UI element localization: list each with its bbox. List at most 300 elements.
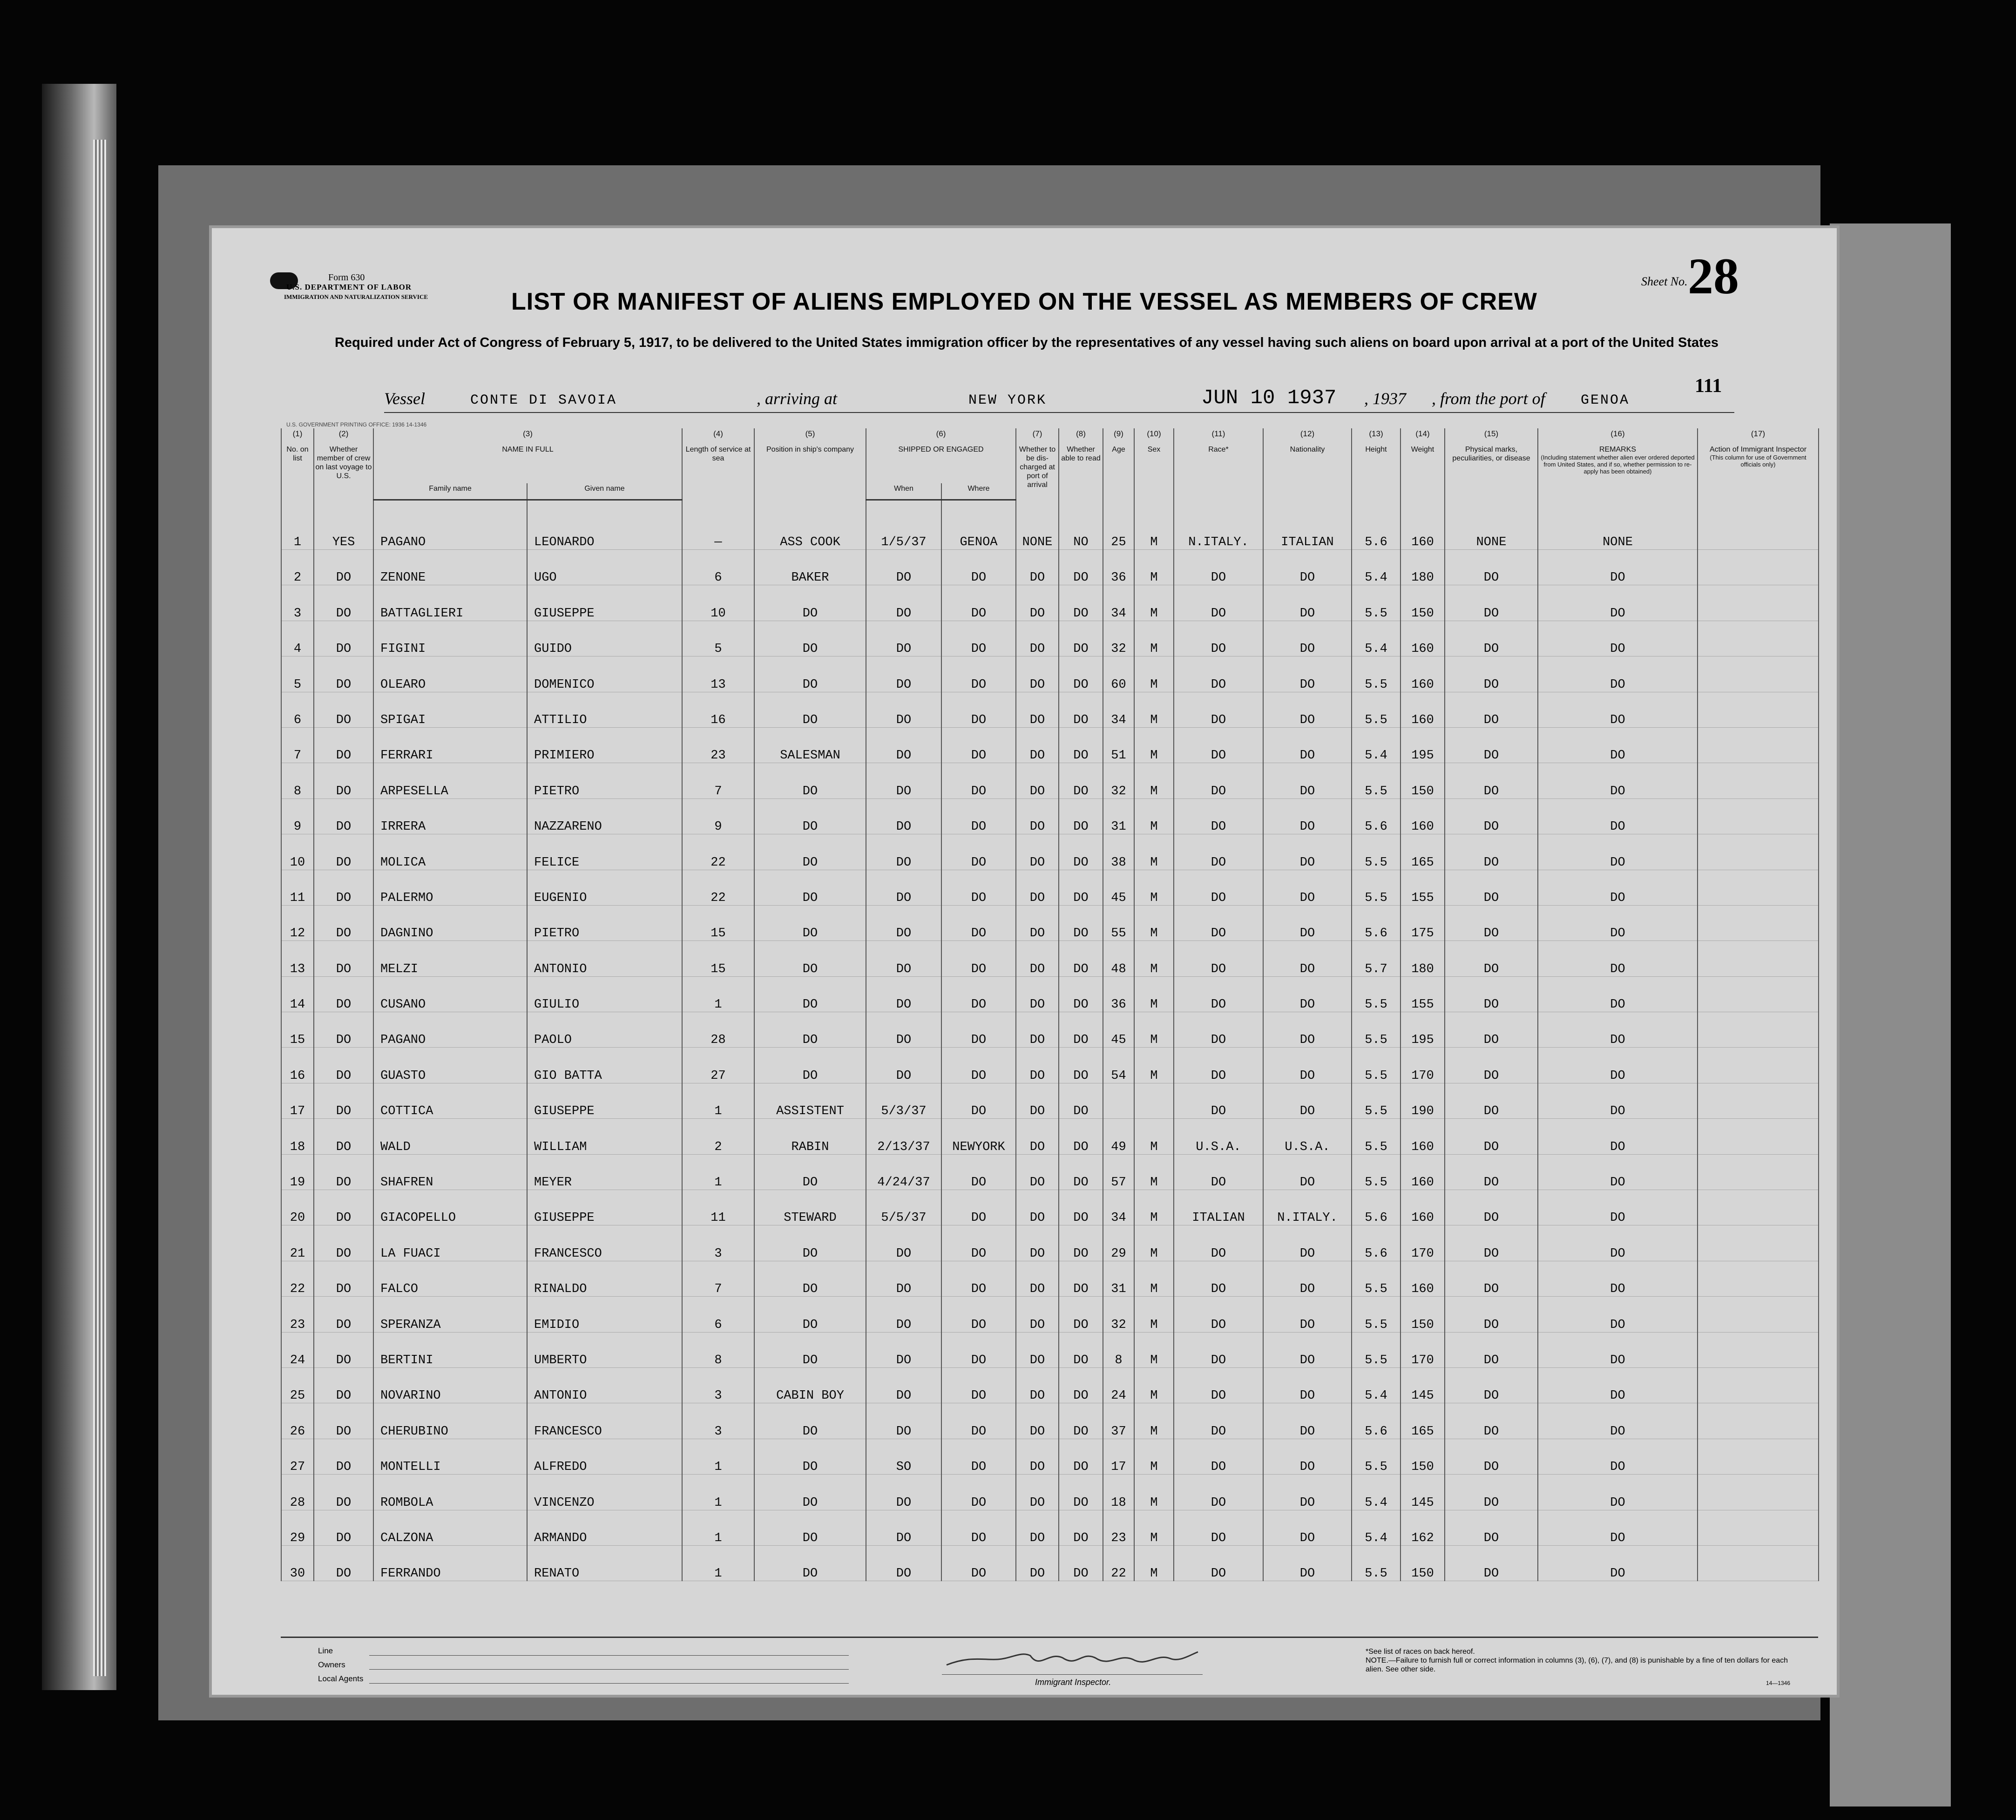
family-name-cell: FERRANDO <box>373 1545 527 1581</box>
member-last-voyage-cell: DO <box>314 1332 373 1367</box>
discharged-cell: DO <box>1016 1332 1059 1367</box>
table-row <box>281 1297 1819 1332</box>
remarks-cell: DO <box>1538 727 1698 763</box>
inspector-action-cell <box>1698 585 1819 621</box>
owners-rule <box>369 1669 849 1670</box>
where-shipped-cell: DO <box>941 585 1016 621</box>
position-header: Position in ship's company <box>754 444 866 500</box>
physical-marks-cell: DO <box>1445 905 1538 940</box>
nationality-cell: DO <box>1263 727 1352 763</box>
position-cell: DO <box>754 1048 866 1083</box>
no-cell: 23 <box>281 1297 314 1332</box>
discharged-cell: DO <box>1016 1012 1059 1048</box>
given-name-cell: GIUSEPPE <box>527 1190 682 1225</box>
table-row <box>281 1225 1819 1261</box>
given-name-cell: MEYER <box>527 1154 682 1190</box>
family-name-cell: BATTAGLIERI <box>373 585 527 621</box>
able-to-read-cell: DO <box>1059 1403 1103 1439</box>
sex-cell: M <box>1134 1403 1174 1439</box>
when-shipped-cell: DO <box>866 941 941 976</box>
no-cell: 28 <box>281 1475 314 1510</box>
able-to-read-cell: DO <box>1059 941 1103 976</box>
weight-cell: 190 <box>1400 1083 1445 1118</box>
remarks-cell: DO <box>1538 585 1698 621</box>
where-shipped-cell: DO <box>941 656 1016 692</box>
given-name-cell: GIUSEPPE <box>527 585 682 621</box>
vessel-name: CONTE DI SAVOIA <box>470 392 617 408</box>
table-row <box>281 1403 1819 1439</box>
sheet-label: Sheet No. <box>1641 275 1688 288</box>
nationality-cell: DO <box>1263 585 1352 621</box>
remarks-cell: DO <box>1538 1225 1698 1261</box>
height-cell: 5.5 <box>1352 1297 1400 1332</box>
family-name-cell: CUSANO <box>373 976 527 1012</box>
race-cell: DO <box>1174 798 1263 834</box>
when-shipped-cell: 2/13/37 <box>866 1119 941 1154</box>
length-service-cell: — <box>682 500 754 550</box>
when-shipped-cell: DO <box>866 1475 941 1510</box>
page-reference-number: 111 <box>1695 375 1722 397</box>
able-to-read-cell: DO <box>1059 585 1103 621</box>
weight-cell: 150 <box>1400 763 1445 798</box>
age-cell: 24 <box>1103 1367 1134 1403</box>
sex-cell: M <box>1134 692 1174 727</box>
discharged-cell: DO <box>1016 1439 1059 1474</box>
position-cell: RABIN <box>754 1119 866 1154</box>
inspector-action-cell <box>1698 1154 1819 1190</box>
height-cell: 5.4 <box>1352 1510 1400 1545</box>
member-last-voyage-cell: DO <box>314 1439 373 1474</box>
no-cell: 6 <box>281 692 314 727</box>
age-cell: 31 <box>1103 1261 1134 1296</box>
discharged-cell: DO <box>1016 905 1059 940</box>
race-cell: DO <box>1174 1367 1263 1403</box>
height-cell: 5.5 <box>1352 834 1400 870</box>
inspector-action-cell <box>1698 1332 1819 1367</box>
given-name-cell: ANTONIO <box>527 941 682 976</box>
height-cell: 5.5 <box>1352 1545 1400 1581</box>
height-cell: 5.4 <box>1352 1475 1400 1510</box>
length-service-cell: 5 <box>682 621 754 656</box>
position-cell: DO <box>754 1225 866 1261</box>
inspector-action-cell <box>1698 905 1819 940</box>
length-service-cell: 3 <box>682 1367 754 1403</box>
family-name-cell: DAGNINO <box>373 905 527 940</box>
physical-marks-cell: DO <box>1445 1012 1538 1048</box>
age-cell <box>1103 1083 1134 1118</box>
remarks-note: (Including statement whether alien ever ordered deported from United States, and if so, whether permission to re-apply has been obtained) <box>1541 454 1695 475</box>
when-shipped-cell: DO <box>866 585 941 621</box>
sex-header: Sex <box>1134 444 1174 500</box>
form-code: 14—1346 <box>1766 1680 1790 1686</box>
when-shipped-cell: SO <box>866 1439 941 1474</box>
inspector-action-cell <box>1698 1545 1819 1581</box>
when-shipped-cell: DO <box>866 976 941 1012</box>
given-name-cell: EUGENIO <box>527 870 682 905</box>
height-cell: 5.5 <box>1352 763 1400 798</box>
nationality-cell: DO <box>1263 692 1352 727</box>
remarks-header <box>1538 444 1698 500</box>
when-shipped-cell: DO <box>866 798 941 834</box>
position-cell: ASS COOK <box>754 500 866 550</box>
weight-cell: 170 <box>1400 1225 1445 1261</box>
physical-marks-cell: DO <box>1445 1083 1538 1118</box>
when-shipped-cell: DO <box>866 692 941 727</box>
remarks-cell: DO <box>1538 976 1698 1012</box>
weight-cell: 160 <box>1400 656 1445 692</box>
nationality-cell: DO <box>1263 1297 1352 1332</box>
able-to-read-cell: DO <box>1059 1012 1103 1048</box>
family-name-cell: WALD <box>373 1119 527 1154</box>
given-name-cell: NAZZARENO <box>527 798 682 834</box>
given-name-cell: PIETRO <box>527 763 682 798</box>
inspector-action-cell <box>1698 1119 1819 1154</box>
physical-marks-cell: DO <box>1445 1475 1538 1510</box>
discharged-cell: DO <box>1016 870 1059 905</box>
inspector-action-cell <box>1698 1367 1819 1403</box>
sex-cell: M <box>1134 500 1174 550</box>
col-num: (17) <box>1698 428 1819 444</box>
table-row <box>281 550 1819 585</box>
length-service-cell: 23 <box>682 727 754 763</box>
height-cell: 5.5 <box>1352 1048 1400 1083</box>
discharged-cell: DO <box>1016 1119 1059 1154</box>
discharged-cell: DO <box>1016 798 1059 834</box>
no-cell: 4 <box>281 621 314 656</box>
length-service-cell: 1 <box>682 1545 754 1581</box>
discharged-cell: DO <box>1016 550 1059 585</box>
signature-rule <box>942 1674 1203 1675</box>
where-shipped-cell: DO <box>941 1510 1016 1545</box>
position-cell: DO <box>754 1297 866 1332</box>
table-row <box>281 692 1819 727</box>
height-cell: 5.6 <box>1352 1190 1400 1225</box>
family-name-cell: LA FUACI <box>373 1225 527 1261</box>
weight-cell: 145 <box>1400 1367 1445 1403</box>
able-to-read-cell: DO <box>1059 1261 1103 1296</box>
position-cell: DO <box>754 763 866 798</box>
inspector-action-cell <box>1698 1083 1819 1118</box>
inspector-label: Immigrant Inspector. <box>1035 1678 1111 1687</box>
given-name-cell: GUIDO <box>527 621 682 656</box>
table-row <box>281 656 1819 692</box>
inspector-action-cell <box>1698 1439 1819 1474</box>
discharged-cell: DO <box>1016 1083 1059 1118</box>
able-to-read-cell: DO <box>1059 1297 1103 1332</box>
remarks-cell: DO <box>1538 1119 1698 1154</box>
remarks-cell: DO <box>1538 1012 1698 1048</box>
where-shipped-cell: DO <box>941 1367 1016 1403</box>
sex-cell: M <box>1134 727 1174 763</box>
no-cell: 25 <box>281 1367 314 1403</box>
col-num: (10) <box>1134 428 1174 444</box>
age-cell: 60 <box>1103 656 1134 692</box>
family-name-cell: MONTELLI <box>373 1439 527 1474</box>
physical-marks-cell: DO <box>1445 621 1538 656</box>
owners-label: Owners <box>318 1660 345 1669</box>
sex-cell: M <box>1134 1439 1174 1474</box>
given-name-cell: FRANCESCO <box>527 1225 682 1261</box>
nationality-cell: DO <box>1263 1012 1352 1048</box>
discharged-cell: DO <box>1016 1403 1059 1439</box>
age-cell: 32 <box>1103 1297 1134 1332</box>
where-shipped-cell: DO <box>941 1048 1016 1083</box>
discharged-cell: DO <box>1016 1475 1059 1510</box>
able-to-read-cell: DO <box>1059 1083 1103 1118</box>
height-cell: 5.5 <box>1352 656 1400 692</box>
family-name-header: Family name <box>373 483 527 500</box>
member-last-voyage-cell: DO <box>314 727 373 763</box>
age-cell: 45 <box>1103 870 1134 905</box>
given-name-cell: VINCENZO <box>527 1475 682 1510</box>
inspector-action-cell <box>1698 834 1819 870</box>
remarks-cell: DO <box>1538 550 1698 585</box>
sex-cell: M <box>1134 1545 1174 1581</box>
position-cell: STEWARD <box>754 1190 866 1225</box>
agents-rule <box>369 1683 849 1684</box>
race-cell: DO <box>1174 585 1263 621</box>
when-shipped-cell: DO <box>866 1048 941 1083</box>
weight-cell: 180 <box>1400 941 1445 976</box>
race-header: Race* <box>1174 444 1263 500</box>
remarks-cell: DO <box>1538 1403 1698 1439</box>
length-service-cell: 27 <box>682 1048 754 1083</box>
vessel-label: Vessel <box>384 389 425 408</box>
race-cell: DO <box>1174 1439 1263 1474</box>
form-number: Form 630 <box>328 272 365 283</box>
no-cell: 26 <box>281 1403 314 1439</box>
inspector-action-cell <box>1698 1048 1819 1083</box>
height-cell: 5.5 <box>1352 1012 1400 1048</box>
height-cell: 5.5 <box>1352 1332 1400 1367</box>
family-name-cell: BERTINI <box>373 1332 527 1367</box>
col-num: (6) <box>866 428 1016 444</box>
able-to-read-cell: DO <box>1059 834 1103 870</box>
position-cell: CABIN BOY <box>754 1367 866 1403</box>
member-last-voyage-cell: DO <box>314 1154 373 1190</box>
nationality-cell: U.S.A. <box>1263 1119 1352 1154</box>
no-cell: 15 <box>281 1012 314 1048</box>
inspector-action-cell <box>1698 500 1819 550</box>
member-last-voyage-cell: DO <box>314 692 373 727</box>
length-service-cell: 8 <box>682 1332 754 1367</box>
able-to-read-cell: DO <box>1059 1545 1103 1581</box>
sex-cell: M <box>1134 1119 1174 1154</box>
family-name-cell: ARPESELLA <box>373 763 527 798</box>
age-cell: 55 <box>1103 905 1134 940</box>
height-cell: 5.7 <box>1352 941 1400 976</box>
table-row <box>281 1545 1819 1581</box>
position-cell: DO <box>754 1475 866 1510</box>
position-cell: DO <box>754 1510 866 1545</box>
length-service-cell: 15 <box>682 905 754 940</box>
sex-cell: M <box>1134 1190 1174 1225</box>
race-note: *See list of races on back hereof. <box>1366 1648 1475 1656</box>
table-row <box>281 621 1819 656</box>
able-to-read-header: Whether able to read <box>1059 444 1103 500</box>
no-cell: 2 <box>281 550 314 585</box>
able-to-read-cell: DO <box>1059 763 1103 798</box>
weight-cell: 165 <box>1400 1403 1445 1439</box>
table-row <box>281 763 1819 798</box>
age-cell: 51 <box>1103 727 1134 763</box>
table-row <box>281 834 1819 870</box>
physical-marks-cell: NONE <box>1445 500 1538 550</box>
given-name-cell: UGO <box>527 550 682 585</box>
no-cell: 1 <box>281 500 314 550</box>
remarks-cell: DO <box>1538 905 1698 940</box>
remarks-cell: DO <box>1538 1154 1698 1190</box>
member-last-voyage-cell: DO <box>314 1475 373 1510</box>
age-cell: 8 <box>1103 1332 1134 1367</box>
member-last-voyage-cell: DO <box>314 621 373 656</box>
age-cell: 54 <box>1103 1048 1134 1083</box>
weight-cell: 160 <box>1400 798 1445 834</box>
discharged-cell: DO <box>1016 1367 1059 1403</box>
position-cell: ASSISTENT <box>754 1083 866 1118</box>
discharged-cell: DO <box>1016 621 1059 656</box>
height-cell: 5.4 <box>1352 550 1400 585</box>
position-cell: DO <box>754 976 866 1012</box>
family-name-cell: NOVARINO <box>373 1367 527 1403</box>
weight-cell: 145 <box>1400 1475 1445 1510</box>
length-service-cell: 13 <box>682 656 754 692</box>
member-last-voyage-cell: DO <box>314 1403 373 1439</box>
given-name-cell: WILLIAM <box>527 1119 682 1154</box>
given-name-cell: GIUSEPPE <box>527 1083 682 1118</box>
weight-cell: 150 <box>1400 585 1445 621</box>
when-shipped-cell: DO <box>866 550 941 585</box>
age-cell: 57 <box>1103 1154 1134 1190</box>
member-last-voyage-cell: DO <box>314 834 373 870</box>
race-cell: DO <box>1174 1332 1263 1367</box>
inspector-action-cell <box>1698 1261 1819 1296</box>
nationality-cell: DO <box>1263 656 1352 692</box>
scan-left-edge <box>42 84 116 1690</box>
col-num: (2) <box>314 428 373 444</box>
member-last-voyage-cell: DO <box>314 1083 373 1118</box>
no-cell: 16 <box>281 1048 314 1083</box>
table-row <box>281 941 1819 976</box>
remarks-cell: DO <box>1538 1083 1698 1118</box>
position-cell: DO <box>754 1403 866 1439</box>
line-label: Line <box>318 1646 333 1655</box>
discharged-cell: DO <box>1016 1261 1059 1296</box>
no-cell: 11 <box>281 870 314 905</box>
physical-marks-cell: DO <box>1445 550 1538 585</box>
member-last-voyage-cell: DO <box>314 656 373 692</box>
where-shipped-cell: DO <box>941 834 1016 870</box>
given-name-header: Given name <box>527 483 682 500</box>
where-shipped-cell: DO <box>941 1154 1016 1190</box>
physical-marks-cell: DO <box>1445 1332 1538 1367</box>
height-cell: 5.4 <box>1352 1367 1400 1403</box>
weight-cell: 180 <box>1400 550 1445 585</box>
inspector-action-cell <box>1698 1475 1819 1510</box>
family-name-cell: ROMBOLA <box>373 1475 527 1510</box>
height-header: Height <box>1352 444 1400 500</box>
family-name-cell: FALCO <box>373 1261 527 1296</box>
nationality-cell: DO <box>1263 1225 1352 1261</box>
col-num: (8) <box>1059 428 1103 444</box>
age-cell: 32 <box>1103 621 1134 656</box>
nationality-cell: DO <box>1263 1154 1352 1190</box>
physical-marks-cell: DO <box>1445 834 1538 870</box>
nationality-cell: DO <box>1263 1261 1352 1296</box>
col-num: (11) <box>1174 428 1263 444</box>
race-cell: DO <box>1174 1261 1263 1296</box>
no-on-list-header: No. on list <box>281 444 314 500</box>
remarks-title: REMARKS <box>1599 446 1637 453</box>
race-cell: DO <box>1174 621 1263 656</box>
where-shipped-cell: DO <box>941 763 1016 798</box>
age-cell: 36 <box>1103 976 1134 1012</box>
remarks-cell: DO <box>1538 1545 1698 1581</box>
length-service-cell: 11 <box>682 1190 754 1225</box>
able-to-read-cell: DO <box>1059 1439 1103 1474</box>
weight-cell: 170 <box>1400 1332 1445 1367</box>
remarks-cell: DO <box>1538 692 1698 727</box>
where-shipped-cell: DO <box>941 1545 1016 1581</box>
where-shipped-cell: DO <box>941 1439 1016 1474</box>
nationality-cell: DO <box>1263 1048 1352 1083</box>
when-shipped-cell: 5/5/37 <box>866 1190 941 1225</box>
where-shipped-cell: DO <box>941 621 1016 656</box>
given-name-cell: EMIDIO <box>527 1297 682 1332</box>
remarks-cell: DO <box>1538 1261 1698 1296</box>
discharged-cell: DO <box>1016 763 1059 798</box>
remarks-cell: DO <box>1538 870 1698 905</box>
race-cell: DO <box>1174 1083 1263 1118</box>
age-cell: 34 <box>1103 692 1134 727</box>
race-cell: DO <box>1174 1225 1263 1261</box>
nationality-cell: DO <box>1263 798 1352 834</box>
member-last-voyage-cell: DO <box>314 798 373 834</box>
table-row <box>281 870 1819 905</box>
race-cell: DO <box>1174 1403 1263 1439</box>
height-cell: 5.5 <box>1352 1083 1400 1118</box>
race-cell: DO <box>1174 834 1263 870</box>
length-service-cell: 1 <box>682 1154 754 1190</box>
given-name-cell: PIETRO <box>527 905 682 940</box>
crew-table-wrap <box>281 428 1818 1637</box>
sex-cell: M <box>1134 1225 1174 1261</box>
col-num: (13) <box>1352 428 1400 444</box>
position-cell: DO <box>754 941 866 976</box>
remarks-cell: DO <box>1538 1439 1698 1474</box>
age-cell: 34 <box>1103 585 1134 621</box>
sex-cell: M <box>1134 621 1174 656</box>
inspector-action-cell <box>1698 727 1819 763</box>
family-name-cell: PALERMO <box>373 870 527 905</box>
table-row <box>281 798 1819 834</box>
given-name-cell: ATTILIO <box>527 692 682 727</box>
action-title: Action of Immigrant Inspector <box>1709 446 1807 453</box>
where-shipped-cell: DO <box>941 976 1016 1012</box>
where-shipped-cell: DO <box>941 798 1016 834</box>
weight-cell: 160 <box>1400 621 1445 656</box>
weight-cell: 175 <box>1400 905 1445 940</box>
when-shipped-cell: DO <box>866 1297 941 1332</box>
family-name-cell: CHERUBINO <box>373 1403 527 1439</box>
inspector-action-cell <box>1698 798 1819 834</box>
height-cell: 5.5 <box>1352 1439 1400 1474</box>
penalty-note: NOTE.—Failure to furnish full or correct information in columns (3), (6), (7), and (8) is punishable by a fine of ten dollars for each alien. See other side. <box>1366 1657 1788 1673</box>
length-service-cell: 3 <box>682 1403 754 1439</box>
given-name-cell: PAOLO <box>527 1012 682 1048</box>
length-service-cell: 1 <box>682 1083 754 1118</box>
able-to-read-cell: DO <box>1059 692 1103 727</box>
